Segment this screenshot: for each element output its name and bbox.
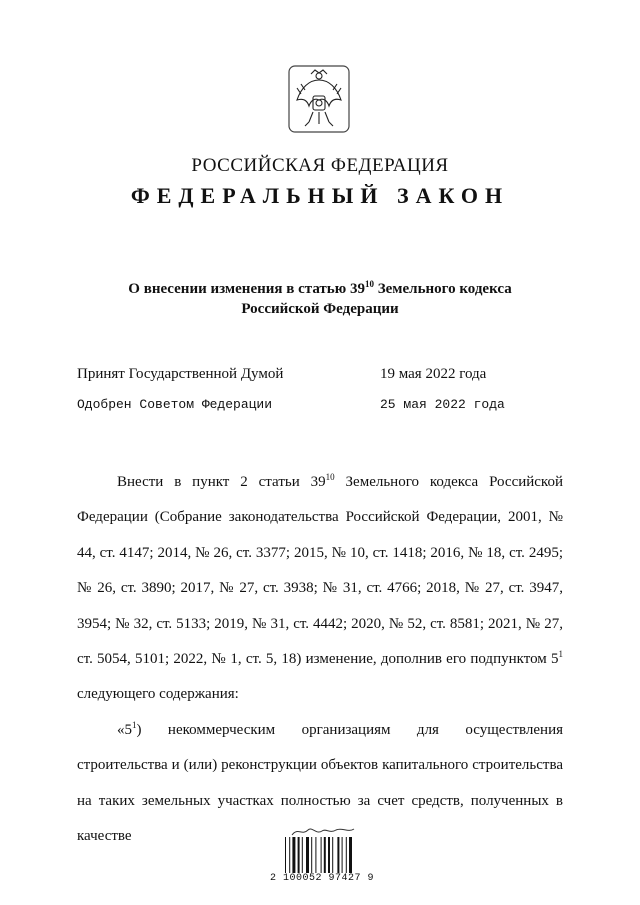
body-paragraph-1: Внести в пункт 2 статьи $39^{10}$ Земельного кодекса Российской Федерации (Собрание законодательства Российской Федерации, 2001, № 44, ст. 4147; 2014, № 26, ст. 3377; 2015, № 10, ст. 1418; 2016, № 18, ст. 2495; № 26, ст. 3890; 2017, № 27, ст. 3938; № 31, ст. 4766; 2018, № 27, ст. 3947, 3954; № 32, ст. 5133; 2019, № 31, ст. 4442; 2020, № 52, ст. 8581; 2021, № 27, ст. 5054, 5101; 2022, № 1, ст. 5, 18) изменение, дополнив его подпунктом $5^1$ следующего содержания: — [77, 472, 563, 703]
council-date: 25 мая 2022 года — [380, 397, 505, 412]
barcode-icon — [284, 837, 364, 873]
russian-coat-of-arms-icon — [287, 64, 351, 134]
subject-line-1: О внесении изменения в статью $39^{10}$ Земельного кодекса — [128, 279, 512, 297]
law-subject — [0, 279, 640, 319]
duma-date: 19 мая 2022 года — [380, 366, 487, 382]
duma-label: Принят Государственной Думой — [77, 366, 284, 382]
subject-line-2: Российской Федерации — [241, 301, 399, 317]
body-paragraph-2: «$5^1$) некоммерческим организациям для осуществления строительства и (или) реконструкции объектов капитального строительства на таких земельных участках полностью за счет средств, полученных в качестве — [77, 719, 563, 845]
document-type-title: ФЕДЕРАЛЬНЫЙ ЗАКОН — [130, 183, 510, 208]
country-title: РОССИЙСКАЯ ФЕДЕРАЦИЯ — [191, 155, 449, 176]
law-body — [77, 465, 563, 854]
council-label: Одобрен Советом Федерации — [77, 397, 273, 412]
signature-mark-icon — [288, 824, 358, 838]
barcode-number: 2 100052 97427 9 — [270, 873, 375, 884]
